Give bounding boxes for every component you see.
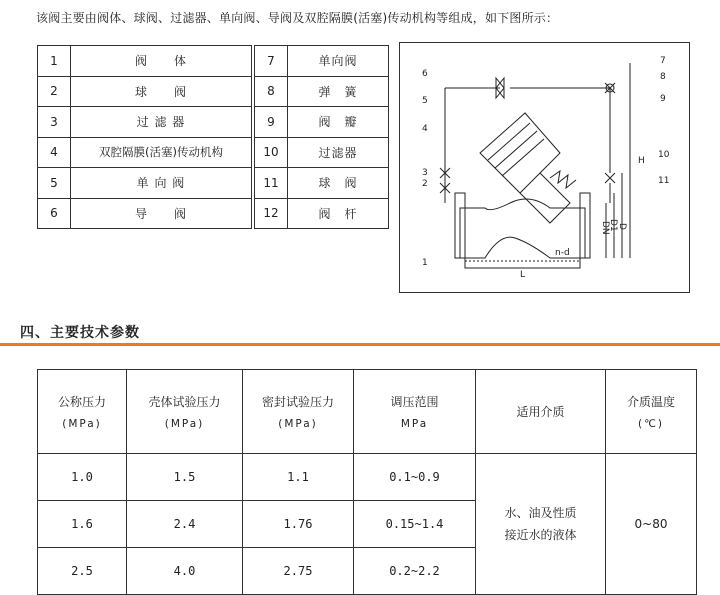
intro-text: 该阀主要由阀体、球阀、过滤器、单向阀、导阀及双腔隔膜(活塞)传动机构等组成，如下图所示： (36, 11, 559, 25)
part-name: 阀 杆 (288, 198, 389, 229)
part-number: 7 (255, 46, 288, 77)
table-cell: 2.4 (127, 501, 243, 548)
table-cell: 2.75 (243, 548, 354, 595)
table-cell: 0.15~1.4 (354, 501, 476, 548)
valve-diagram (399, 42, 690, 293)
callout-label: 3 (422, 168, 428, 178)
dimension-label: L (520, 270, 526, 280)
table-row (38, 198, 389, 229)
medium-text: 水、油及性质接近水的液体 (504, 506, 577, 542)
table-cell: 0.1~0.9 (354, 454, 476, 501)
part-name: 阀 瓣 (288, 107, 389, 138)
part-name: 过滤器 (288, 137, 389, 168)
table-cell: 1.0 (38, 454, 127, 501)
part-name: 单向阀 (288, 46, 389, 77)
callout-label: 7 (660, 56, 666, 66)
temperature-cell: 0~80 (606, 454, 697, 595)
column-header: 壳体试验压力 (MPa) (127, 370, 243, 454)
callout-label: 2 (422, 179, 428, 189)
part-number: 11 (255, 168, 288, 199)
table-cell: 4.0 (127, 548, 243, 595)
table-row (38, 168, 389, 199)
part-number: 5 (38, 168, 71, 199)
column-header: 密封试验压力 (MPa) (243, 370, 354, 454)
table-row (38, 46, 389, 77)
table-cell: 2.5 (38, 548, 127, 595)
part-number: 8 (255, 76, 288, 107)
part-number: 6 (38, 198, 71, 229)
table-cell: 1.5 (127, 454, 243, 501)
medium-cell (476, 454, 606, 595)
part-number: 2 (38, 76, 71, 107)
part-number: 4 (38, 137, 71, 168)
part-number: 3 (38, 107, 71, 138)
column-header: 调压范围 MPa (354, 370, 476, 454)
parts-table (37, 45, 389, 229)
part-name: 阀 体 (71, 46, 252, 77)
part-number: 9 (255, 107, 288, 138)
table-cell: 0.2~2.2 (354, 548, 476, 595)
table-cell: 1.6 (38, 501, 127, 548)
dimension-label: D1 (608, 219, 618, 232)
table-row (38, 107, 389, 138)
part-name: 球 阀 (288, 168, 389, 199)
table-row (38, 454, 697, 501)
valve-drawing (400, 43, 689, 292)
part-name: 过 滤 器 (71, 107, 252, 138)
table-cell: 1.1 (243, 454, 354, 501)
part-name: 单 向 阀 (71, 168, 252, 199)
callout-label: 6 (422, 69, 428, 79)
dimension-label: H (638, 156, 645, 166)
table-row (38, 137, 389, 168)
dimension-label: n-d (555, 248, 570, 258)
callout-label: 8 (660, 72, 666, 82)
part-name: 双腔隔膜(活塞)传动机构 (71, 137, 252, 168)
part-name: 弹 簧 (288, 76, 389, 107)
dimension-label: DN (600, 221, 610, 235)
callout-label: 9 (660, 94, 666, 104)
dimension-label: D (617, 223, 627, 230)
part-name: 球 阀 (71, 76, 252, 107)
part-number: 10 (255, 137, 288, 168)
section-title: 四、主要技术参数 (20, 325, 140, 341)
part-name: 导 阀 (71, 198, 252, 229)
part-number: 12 (255, 198, 288, 229)
table-row (38, 76, 389, 107)
table-header-row (38, 370, 697, 454)
section-divider (0, 343, 720, 346)
column-header: 公称压力 (MPa) (38, 370, 127, 454)
callout-label: 5 (422, 96, 428, 106)
column-header: 适用介质 (476, 370, 606, 454)
table-cell: 1.76 (243, 501, 354, 548)
column-header: 介质温度 (℃) (606, 370, 697, 454)
callout-label: 4 (422, 124, 428, 134)
callout-label: 10 (658, 150, 670, 160)
part-number: 1 (38, 46, 71, 77)
callout-label: 11 (658, 176, 670, 186)
callout-label: 1 (422, 258, 428, 268)
spec-table (37, 369, 697, 595)
